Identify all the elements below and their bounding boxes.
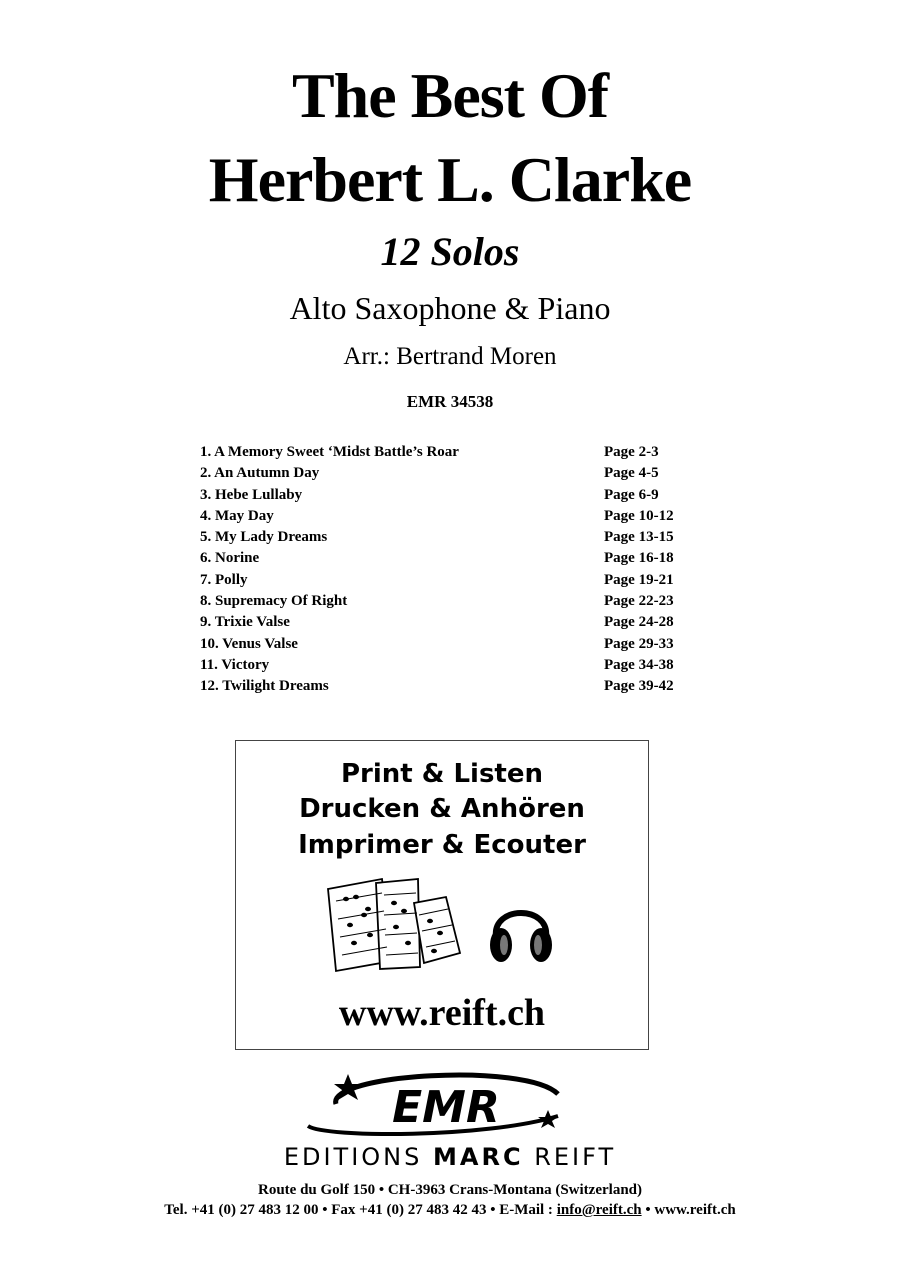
- toc-row: [200, 442, 720, 463]
- toc-title: 1. A Memory Sweet ‘Midst Battle’s Roar: [200, 444, 459, 460]
- subtitle: 12 Solos: [380, 229, 520, 274]
- instrumentation: Alto Saxophone & Piano: [289, 290, 611, 326]
- toc-pages: Page 39-42: [604, 678, 674, 695]
- toc-title: 12. Twilight Dreams: [200, 678, 329, 695]
- promo-line-de: Drucken & Anhören: [299, 794, 585, 824]
- toc-pages: Page 10-12: [604, 507, 674, 524]
- toc-row: [200, 591, 720, 612]
- publisher-contact: [0, 1200, 900, 1220]
- title-line-2: Herbert L. Clarke: [208, 144, 692, 215]
- catalog-code: EMR 34538: [406, 392, 494, 411]
- toc-row: [200, 485, 720, 506]
- toc-title: 2. An Autumn Day: [200, 465, 320, 482]
- toc-pages: Page 16-18: [604, 550, 674, 567]
- website-text[interactable]: • www.reift.ch: [641, 1202, 736, 1218]
- publisher-name-part3: REIFT: [523, 1143, 617, 1171]
- toc-title: 7. Polly: [200, 571, 248, 588]
- toc-title: 5. My Lady Dreams: [200, 529, 328, 546]
- toc-title: 8. Supremacy Of Right: [200, 593, 348, 610]
- toc-row: [200, 676, 720, 697]
- publisher-name-part1: EDITIONS: [283, 1143, 433, 1171]
- logo-text: EMR: [392, 1082, 500, 1133]
- toc-title: 11. Victory: [200, 656, 270, 673]
- publisher-address: Route du Golf 150 • CH-3963 Crans-Montana (Switzerland): [258, 1182, 642, 1198]
- toc-pages: Page 6-9: [604, 486, 659, 503]
- emr-logo: [296, 1068, 576, 1138]
- toc-row: [200, 612, 720, 633]
- publisher-name: [0, 1140, 900, 1174]
- toc-pages: Page 2-3: [604, 444, 659, 460]
- toc-pages: Page 19-21: [604, 571, 674, 588]
- toc-pages: Page 22-23: [604, 593, 674, 610]
- promo-line-en: Print & Listen: [340, 759, 544, 789]
- toc-pages: Page 29-33: [604, 635, 674, 652]
- toc-row: [200, 655, 720, 676]
- toc-title: 4. May Day: [200, 507, 274, 524]
- publisher-name-part2: MARC: [433, 1143, 524, 1171]
- promo-box: [235, 740, 649, 1050]
- toc-row: [200, 506, 720, 527]
- toc-row: [200, 570, 720, 591]
- toc-pages: Page 34-38: [604, 656, 674, 673]
- toc-row: [200, 634, 720, 655]
- toc-row: [200, 527, 720, 548]
- title-line-1: The Best Of: [291, 60, 609, 131]
- toc-title: 6. Norine: [200, 550, 260, 567]
- toc-pages: Page 4-5: [604, 465, 659, 482]
- email-link[interactable]: info@reift.ch: [556, 1202, 642, 1218]
- toc-row: [200, 548, 720, 569]
- arranger: Arr.: Bertrand Moren: [343, 343, 557, 370]
- toc-title: 3. Hebe Lullaby: [200, 486, 303, 503]
- toc-pages: Page 13-15: [604, 529, 674, 546]
- toc-title: 9. Trixie Valse: [200, 614, 290, 631]
- promo-line-fr: Imprimer & Ecouter: [298, 830, 586, 860]
- toc-title: 10. Venus Valse: [200, 635, 298, 652]
- toc-row: [200, 463, 720, 484]
- sheet-music-icon: [324, 875, 464, 975]
- headphones-icon: [486, 891, 556, 971]
- contact-phone-fax: Tel. +41 (0) 27 483 12 00 • Fax +41 (0) 27 483 42 43 • E-Mail :: [164, 1202, 557, 1218]
- promo-url[interactable]: www.reift.ch: [338, 992, 546, 1034]
- toc-pages: Page 24-28: [604, 614, 674, 631]
- table-of-contents: [200, 442, 720, 698]
